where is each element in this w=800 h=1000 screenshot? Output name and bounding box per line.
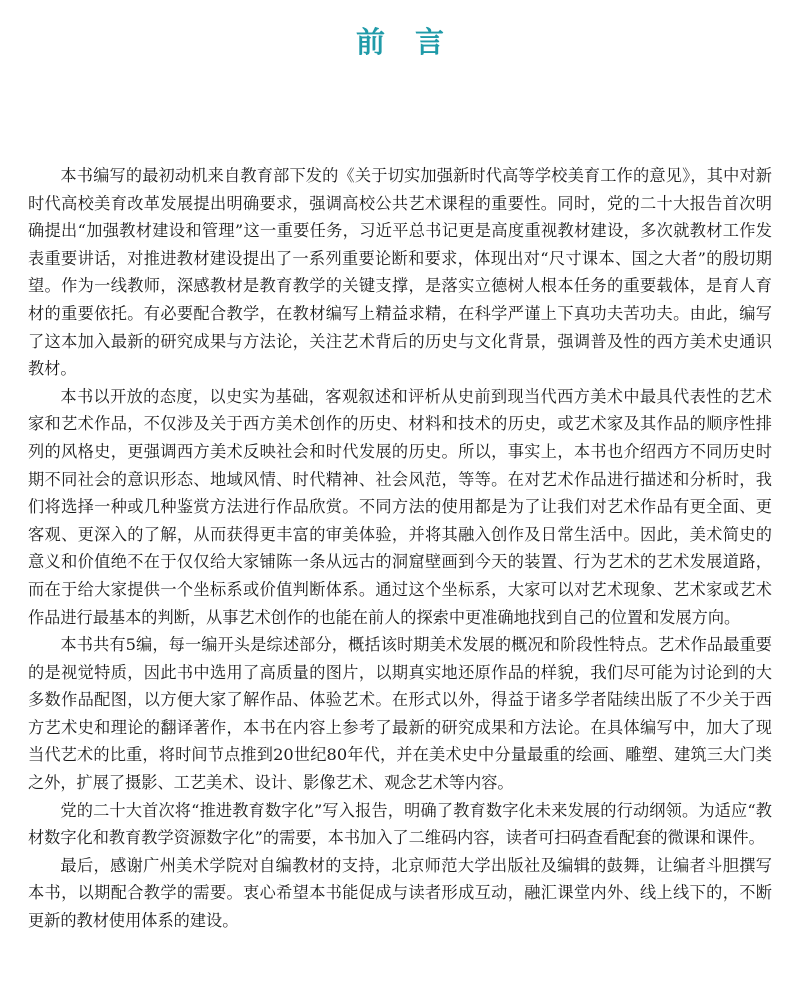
paragraph: 本书编写的最初动机来自教育部下发的《关于切实加强新时代高等学校美育工作的意见》，其中对新时代高校美育改革发展提出明确要求，强调高校公共艺术课程的重要性。同时，党的二十大报告首次明确提出“加强教材建设和管理”这一重要任务，习近平总书记更是高度重视教材建设，多次就教材工作发表重要讲话，对推进教材建设提出了一系列重要论断和要求，体现出对“尺寸课本、国之大者”的殷切期望。作为一线教师，深感教材是教育教学的关键支撑，是落实立德树人根本任务的重要载体，是育人育材的重要依托。有必要配合教学，在教材编写上精益求精，在科学严谨上下真功夫苦功夫。由此，编写了这本加入最新的研究成果与方法论，关注艺术背后的历史与文化背景，强调普及性的西方美术史通识教材。: [28, 166, 772, 379]
preface-body: [28, 162, 772, 935]
paragraph: 本书共有5编，每一编开头是综述部分，概括该时期美术发展的概况和阶段性特点。艺术作品最重要的是视觉特质，因此书中选用了高质量的图片，以期真实地还原作品的样貌，我们尽可能为讨论到的大多数作品配图，以方便大家了解作品、体验艺术。在形式以外，得益于诸多学者陆续出版了不少关于西方艺术史和理论的翻译著作，本书在内容上参考了最新的研究成果和方法论。在具体编写中，加大了现当代艺术的比重，将时间节点推到20世纪80年代，并在美术史中分量最重的绘画、雕塑、建筑三大门类之外，扩展了摄影、工艺美术、设计、影像艺术、观念艺术等内容。: [28, 635, 772, 793]
paragraph: 最后，感谢广州美术学院对自编教材的支持，北京师范大学出版社及编辑的鼓舞，让编者斗胆撰写本书，以期配合教学的需要。衷心希望本书能促成与读者形成互动，融汇课堂内外、线上线下的，不断更新的教材使用体系的建设。: [28, 855, 772, 931]
page-title: 前言: [355, 25, 474, 59]
paragraph: 本书以开放的态度，以史实为基础，客观叙述和评析从史前到现当代西方美术中最具代表性的艺术家和艺术作品，不仅涉及关于西方美术创作的历史、材料和技术的历史，或艺术家及其作品的顺序性排列的风格史，更强调西方美术反映社会和时代发展的历史。所以，事实上，本书也介绍西方不同历史时期不同社会的意识形态、地域风情、时代精神、社会风范，等等。在对艺术作品进行描述和分析时，我们将选择一种或几种鉴赏方法进行作品欣赏。不同方法的使用都是为了让我们对艺术作品有更全面、更客观、更深入的了解，从而获得更丰富的审美体验，并将其融入创作及日常生活中。因此，美术简史的意义和价值绝不在于仅仅给大家铺陈一条从远古的洞窟壁画到今天的装置、行为艺术的艺术发展道路，而在于给大家提供一个坐标系或价值判断体系。通过这个坐标系，大家可以对艺术现象、艺术家或艺术作品进行最基本的判断，从事艺术创作的也能在前人的探索中更准确地找到自己的位置和发展方向。: [28, 386, 772, 627]
paragraph: 党的二十大首次将“推进教育数字化”写入报告，明确了教育数字化未来发展的行动纲领。为适应“教材数字化和教育教学资源数字化”的需要，本书加入了二维码内容，读者可扫码查看配套的微课和课件。: [28, 800, 772, 848]
